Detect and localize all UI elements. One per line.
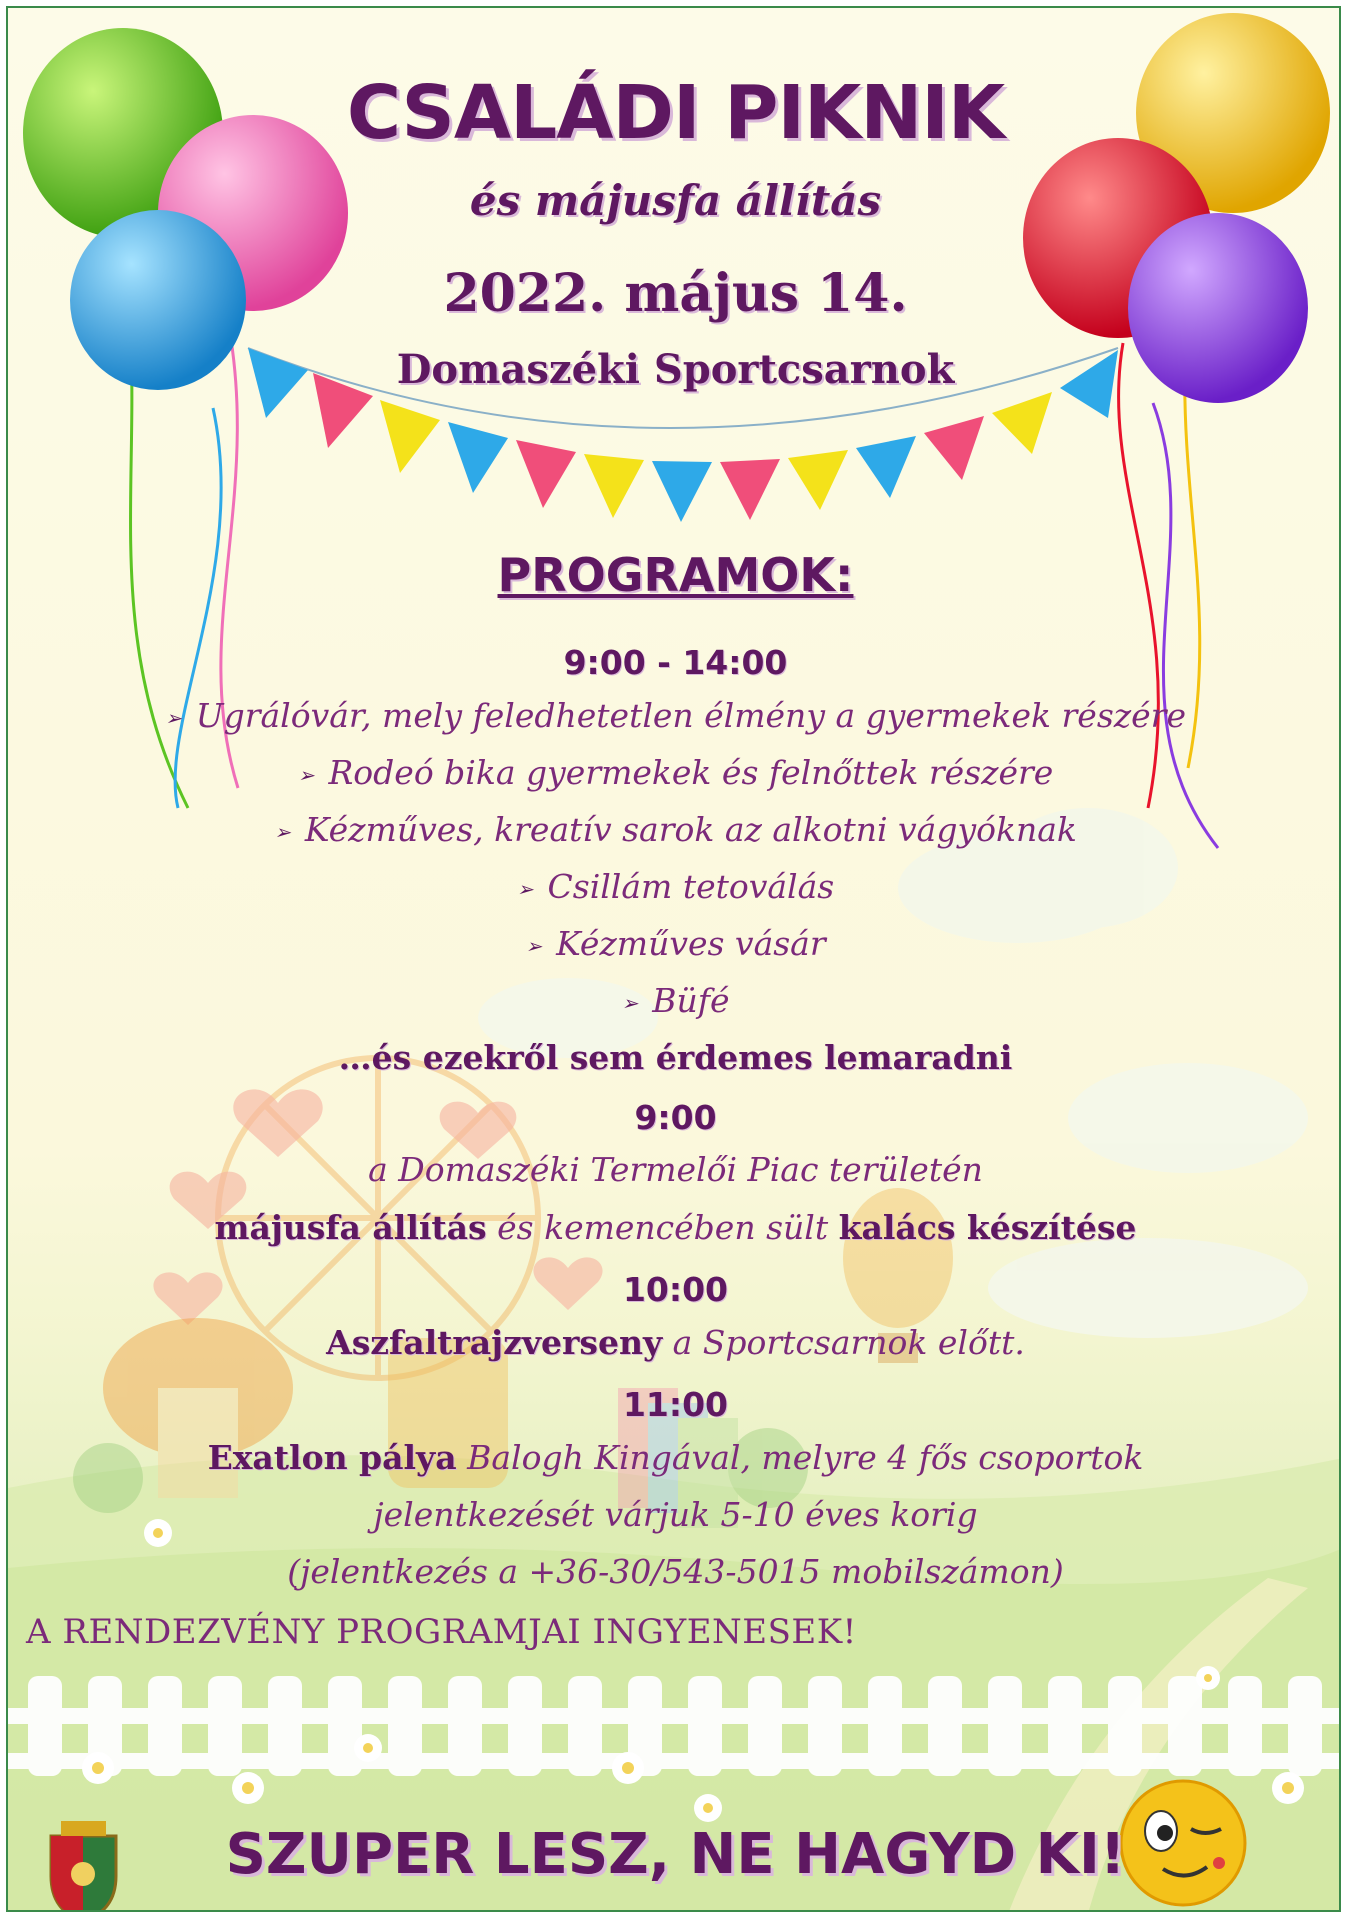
program-item: [8, 753, 1341, 792]
program-item: [8, 810, 1341, 849]
bullet-arrow-icon: ➢: [525, 934, 543, 958]
event-venue: Domaszéki Sportcsarnok: [396, 346, 955, 393]
programs-heading: PROGRAMOK:: [497, 548, 854, 602]
program-item-label: Ugrálóvár, mely feledhetetlen élmény a gyermekek részére: [195, 696, 1186, 735]
block2-line2: [8, 1208, 1341, 1247]
poster: [6, 6, 1341, 1912]
block3-line: [8, 1323, 1341, 1362]
block4-line1: [8, 1438, 1341, 1477]
block4-rest: Balogh Kingával, melyre 4 fős csoportok: [456, 1438, 1144, 1477]
program-item-label: Büfé: [652, 981, 730, 1020]
also-note: …és ezekről sem érdemes lemaradni: [338, 1038, 1013, 1077]
block1-time: 9:00 - 14:00: [563, 643, 788, 682]
bullet-arrow-icon: ➢: [297, 763, 315, 787]
bullet-arrow-icon: ➢: [516, 877, 534, 901]
block4-time: 11:00: [622, 1385, 729, 1424]
block3-time: 10:00: [622, 1270, 729, 1309]
program-item-label: Rodeó bika gyermekek és felnőttek részére: [328, 753, 1054, 792]
bullet-arrow-icon: ➢: [165, 706, 182, 730]
block2-time: 9:00: [634, 1098, 717, 1137]
program-item-label: Kézműves, kreatív sarok az alkotni vágyóknak: [304, 810, 1077, 849]
chalk-drawing-label: Aszfaltrajzverseny: [326, 1323, 663, 1362]
block3-rest: a Sportcsarnok előtt.: [662, 1323, 1025, 1362]
exatlon-label: Exatlon pálya: [207, 1438, 457, 1477]
kalacs-label: kalács készítése: [838, 1208, 1137, 1247]
poster-title: CSALÁDI PIKNIK: [346, 70, 1005, 156]
footer-slogan: SZUPER LESZ, NE HAGYD KI!: [225, 1822, 1126, 1887]
program-item: [8, 696, 1341, 735]
maypole-label: májusfa állítás: [214, 1208, 487, 1247]
event-date: 2022. május 14.: [443, 263, 908, 324]
program-item: [8, 981, 1341, 1020]
program-item: [8, 924, 1341, 963]
program-item-label: Kézműves vásár: [556, 924, 826, 963]
program-item: [8, 867, 1341, 906]
block2-line1: a Domaszéki Termelői Piac területén: [368, 1150, 983, 1189]
bullet-arrow-icon: ➢: [274, 820, 291, 844]
program-item-label: Csillám tetoválás: [547, 867, 835, 906]
poster-subtitle: és májusfa állítás: [469, 176, 882, 225]
block2-line2-mid: és kemencében sült: [486, 1208, 839, 1247]
free-note: A RENDEZVÉNY PROGRAMJAI INGYENESEK!: [26, 1612, 857, 1652]
block4-line2: jelentkezését várjuk 5-10 éves korig: [373, 1495, 978, 1534]
block4-line3: (jelentkezés a +36-30/543-5015 mobilszámon): [287, 1552, 1064, 1591]
bullet-arrow-icon: ➢: [621, 991, 639, 1015]
